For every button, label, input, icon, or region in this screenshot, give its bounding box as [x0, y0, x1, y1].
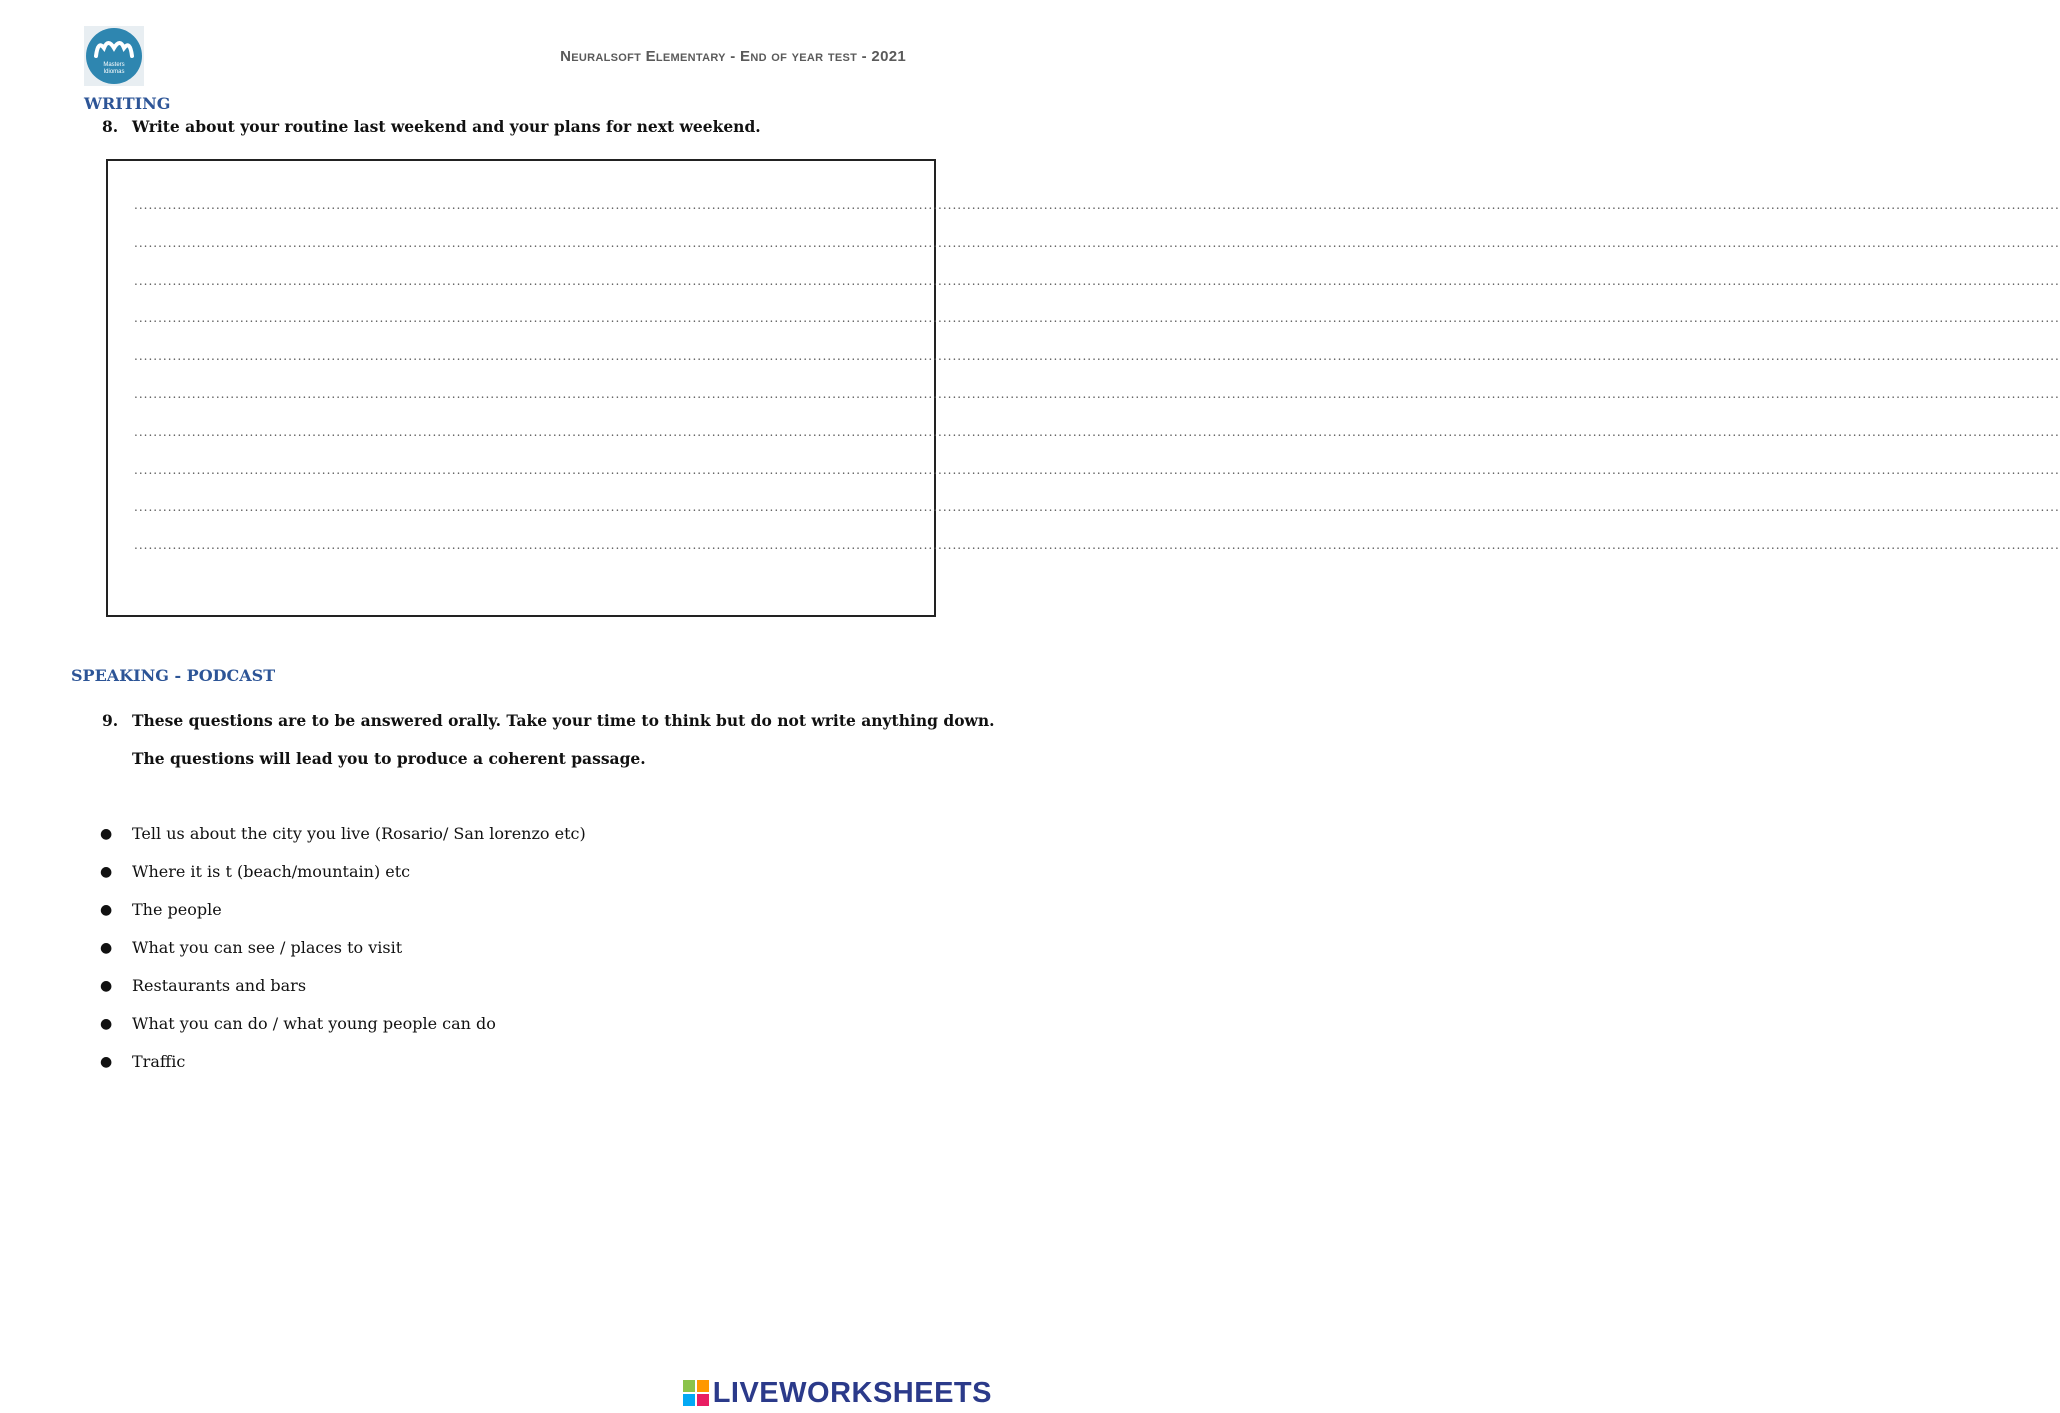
answer-line[interactable]: ................................................................................................................................................................................................................................................................................................................................................................................................................	[134, 349, 2060, 364]
bullet-icon: ●	[100, 864, 113, 880]
liveworksheets-icon	[683, 1380, 709, 1406]
writing-answer-box[interactable]	[106, 159, 2060, 617]
test-title: Neuralsoft Elementary - End of year test - 2021	[560, 48, 906, 65]
answer-line[interactable]: ................................................................................................................................................................................................................................................................................................................................................................................................................	[134, 538, 2060, 553]
question-line-1: These questions are to be answered orally. Take your time to think but do not write anything down.	[132, 711, 995, 730]
bullet-icon: ●	[100, 826, 113, 842]
answer-line[interactable]: ................................................................................................................................................................................................................................................................................................................................................................................................................	[134, 198, 2060, 212]
question-text: Write about your routine last weekend and your plans for next weekend.	[132, 117, 761, 136]
bullet-icon: ●	[100, 978, 113, 994]
liveworksheets-brand	[683, 1377, 992, 1409]
bullet-icon: ●	[100, 940, 113, 956]
masters-idiomas-logo	[84, 26, 144, 86]
speaking-heading: SPEAKING - PODCAST	[71, 666, 276, 685]
bullet-icon: ●	[100, 902, 113, 918]
question-number: 9.	[102, 711, 119, 730]
answer-line[interactable]: ................................................................................................................................................................................................................................................................................................................................................................................................................	[134, 424, 2060, 439]
bullet-icon: ●	[100, 1016, 113, 1032]
answer-line[interactable]: ................................................................................................................................................................................................................................................................................................................................................................................................................	[134, 462, 2060, 477]
question-line-2: The questions will lead you to produce a coherent passage.	[132, 749, 646, 768]
answer-line[interactable]: ................................................................................................................................................................................................................................................................................................................................................................................................................	[134, 273, 2060, 288]
svg-text:Idiomas: Idiomas	[103, 69, 125, 75]
bullet-icon: ●	[100, 1054, 113, 1070]
brand-name: LIVEWORKSHEETS	[712, 1376, 992, 1409]
writing-heading: WRITING	[84, 94, 171, 113]
question-number: 8.	[102, 117, 119, 136]
answer-line[interactable]: ................................................................................................................................................................................................................................................................................................................................................................................................................	[134, 387, 2060, 401]
svg-text:Masters: Masters	[103, 62, 125, 68]
answer-line[interactable]: ................................................................................................................................................................................................................................................................................................................................................................................................................	[134, 500, 2060, 515]
answer-line[interactable]: ................................................................................................................................................................................................................................................................................................................................................................................................................	[134, 235, 2060, 250]
question-text	[132, 702, 995, 778]
answer-line[interactable]: ................................................................................................................................................................................................................................................................................................................................................................................................................	[134, 311, 2060, 326]
